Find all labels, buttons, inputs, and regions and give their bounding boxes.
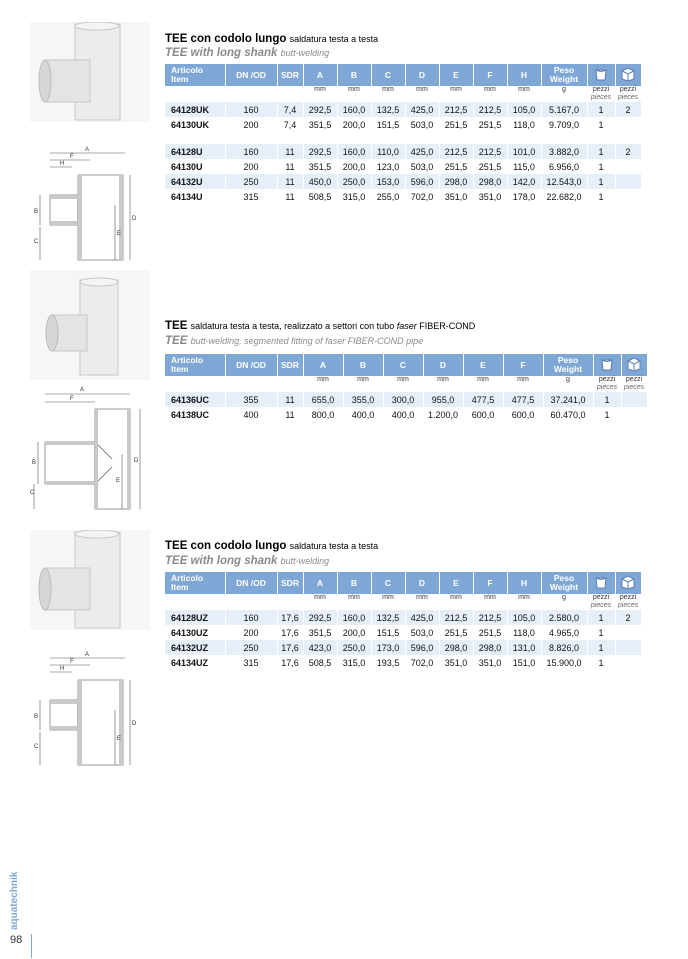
unit-pieces: pezzi pieces: [621, 376, 647, 392]
table-cell: 1: [587, 610, 615, 625]
table-row: [165, 392, 647, 407]
table-cell: 212,5: [439, 102, 473, 117]
tee-technical-drawing: [30, 650, 140, 775]
table-cell: 200,0: [337, 159, 371, 174]
units-row: [165, 86, 641, 102]
table-cell: [615, 117, 641, 132]
table-cell: 255,0: [371, 189, 405, 204]
svg-text:D: D: [132, 216, 137, 222]
table-cell: 2.580,0: [541, 610, 587, 625]
table-cell: 101,0: [507, 144, 541, 159]
unit-cell: mm: [405, 594, 439, 610]
unit-cell: mm: [439, 86, 473, 102]
tee-photo: [30, 22, 150, 122]
table-cell: 160: [225, 610, 277, 625]
svg-text:E: E: [117, 231, 122, 237]
table-cell: [225, 86, 277, 102]
header-c: C: [371, 64, 405, 86]
table-cell: 300,0: [383, 392, 423, 407]
table-cell: 425,0: [405, 610, 439, 625]
table-cell: 9.709,0: [541, 117, 587, 132]
table-cell: 212,5: [473, 610, 507, 625]
table-cell: 508,5: [303, 189, 337, 204]
page-number: 98: [10, 934, 23, 946]
table-cell: 105,0: [507, 102, 541, 117]
table-cell: 1.200,0: [423, 407, 463, 422]
table-cell: 11: [277, 174, 303, 189]
table-cell: 123,0: [371, 159, 405, 174]
table-header: [165, 354, 647, 376]
product-table: [165, 572, 642, 670]
header-item: Articolo Item: [165, 572, 225, 594]
header-dn: DN /OD: [225, 354, 277, 376]
box-icon: [621, 354, 647, 376]
bag-icon: [587, 572, 615, 594]
table-cell: 292,5: [303, 610, 337, 625]
table-cell: 17,6: [277, 655, 303, 670]
table-cell: 132,5: [371, 102, 405, 117]
table-cell: 151,5: [371, 625, 405, 640]
table-row: [165, 102, 641, 117]
table-cell: 400,0: [343, 407, 383, 422]
unit-cell: mm: [463, 376, 503, 392]
header-a: A: [303, 354, 343, 376]
table-cell: 1: [593, 392, 621, 407]
table-cell: 7,4: [277, 117, 303, 132]
table-cell: 3.882,0: [541, 144, 587, 159]
table-cell: 292,5: [303, 102, 337, 117]
table-header: [165, 64, 641, 86]
table-cell: 110,0: [371, 144, 405, 159]
table-cell: 600,0: [463, 407, 503, 422]
header-dn: DN /OD: [225, 572, 277, 594]
table-cell: 1: [587, 174, 615, 189]
box-icon: [615, 572, 641, 594]
table-cell: 298,0: [439, 640, 473, 655]
table-cell: 702,0: [405, 655, 439, 670]
bag-icon: [593, 354, 621, 376]
table-cell: [615, 159, 641, 174]
header-sdr: SDR: [277, 354, 303, 376]
table-cell: 351,0: [473, 189, 507, 204]
table-cell: 315: [225, 189, 277, 204]
svg-text:B: B: [34, 209, 39, 215]
section-title: TEE saldatura testa a testa, realizzato a settori con tubo faser FIBER-COND: [165, 320, 476, 332]
table-cell: [615, 625, 641, 640]
table-cell: [165, 594, 225, 610]
table-row: [165, 640, 641, 655]
item-code-cell: 64132UZ: [165, 640, 225, 655]
item-code-cell: 64128U: [165, 144, 225, 159]
table-cell: 1: [587, 640, 615, 655]
table-cell: 1: [593, 407, 621, 422]
table-cell: 11: [277, 189, 303, 204]
table-cell: 60.470,0: [543, 407, 593, 422]
table-cell: 355: [225, 392, 277, 407]
table-cell: 118,0: [507, 117, 541, 132]
table-cell: 11: [277, 144, 303, 159]
section-title: TEE con codolo lungo saldatura testa a testa: [165, 540, 379, 552]
table-cell: 1: [587, 159, 615, 174]
table-cell: 251,5: [439, 117, 473, 132]
item-code-cell: 64130U: [165, 159, 225, 174]
brand-logo: [8, 852, 20, 932]
product-table: [165, 64, 642, 204]
table-cell: 251,5: [473, 625, 507, 640]
table-cell: 11: [277, 407, 303, 422]
unit-cell: g: [541, 594, 587, 610]
header-a: A: [303, 64, 337, 86]
item-code-cell: 64134UZ: [165, 655, 225, 670]
table-cell: 193,5: [371, 655, 405, 670]
unit-cell: mm: [303, 376, 343, 392]
table-cell: 160,0: [337, 610, 371, 625]
table-cell: [615, 655, 641, 670]
table-cell: 298,0: [473, 640, 507, 655]
unit-cell: mm: [383, 376, 423, 392]
table-cell: 1: [587, 655, 615, 670]
product-table: [165, 354, 648, 422]
table-cell: [277, 376, 303, 392]
table-cell: [277, 86, 303, 102]
unit-pieces: pezzi pieces: [587, 594, 615, 610]
table-cell: 1: [587, 625, 615, 640]
svg-text:E: E: [117, 736, 122, 742]
item-code-cell: 64128UK: [165, 102, 225, 117]
table-cell: 200,0: [337, 625, 371, 640]
table-cell: 503,0: [405, 625, 439, 640]
header-d: D: [405, 64, 439, 86]
table-cell: 2: [615, 102, 641, 117]
dim-label-d: D: [134, 458, 139, 464]
unit-cell: mm: [337, 86, 371, 102]
svg-text:A: A: [85, 652, 90, 658]
table-cell: 160: [225, 144, 277, 159]
brand-text: aquatechnik: [9, 871, 20, 930]
table-cell: 142,0: [507, 174, 541, 189]
table-row: [165, 144, 641, 159]
unit-cell: mm: [473, 86, 507, 102]
table-header: [165, 572, 641, 594]
table-cell: 702,0: [405, 189, 439, 204]
table-cell: [225, 594, 277, 610]
header-b: B: [337, 64, 371, 86]
item-code-cell: 64130UK: [165, 117, 225, 132]
unit-pieces: pezzi pieces: [587, 86, 615, 102]
header-item: Articolo Item: [165, 64, 225, 86]
header-f: F: [473, 572, 507, 594]
table-cell: 1: [587, 117, 615, 132]
table-cell: 596,0: [405, 640, 439, 655]
unit-cell: mm: [473, 594, 507, 610]
svg-text:C: C: [34, 239, 39, 245]
table-cell: 298,0: [439, 174, 473, 189]
bag-icon: [587, 64, 615, 86]
unit-cell: mm: [371, 594, 405, 610]
table-cell: 131,0: [507, 640, 541, 655]
table-cell: 178,0: [507, 189, 541, 204]
units-row: [165, 594, 641, 610]
table-cell: 477,5: [463, 392, 503, 407]
table-cell: 151,5: [371, 117, 405, 132]
table-cell: [277, 594, 303, 610]
table-row: [165, 407, 647, 422]
table-row: [165, 610, 641, 625]
table-cell: 2: [615, 610, 641, 625]
table-cell: 800,0: [303, 407, 343, 422]
table-cell: 17,6: [277, 625, 303, 640]
header-h: H: [507, 64, 541, 86]
table-cell: 425,0: [405, 144, 439, 159]
table-cell: [615, 189, 641, 204]
table-cell: 11: [277, 159, 303, 174]
unit-cell: mm: [337, 594, 371, 610]
header-e: E: [439, 572, 473, 594]
table-cell: 400: [225, 407, 277, 422]
table-cell: 2: [615, 144, 641, 159]
table-cell: 315: [225, 655, 277, 670]
unit-cell: mm: [439, 594, 473, 610]
table-cell: 115,0: [507, 159, 541, 174]
table-cell: 508,5: [303, 655, 337, 670]
header-b: B: [343, 354, 383, 376]
box-icon: [615, 64, 641, 86]
tee-technical-drawing: [30, 145, 140, 270]
table-cell: 250: [225, 640, 277, 655]
unit-cell: g: [543, 376, 593, 392]
header-sdr: SDR: [277, 64, 303, 86]
table-cell: [621, 392, 647, 407]
section-subtitle: TEE butt-welding, segmented fitting of faser FIBER-COND pipe: [165, 335, 424, 347]
table-cell: 118,0: [507, 625, 541, 640]
table-cell: 151,0: [507, 655, 541, 670]
table-cell: 351,0: [439, 655, 473, 670]
table-cell: 200: [225, 117, 277, 132]
svg-text:H: H: [60, 666, 65, 672]
dim-label-a: A: [80, 387, 85, 393]
section-subtitle: TEE with long shank butt-welding: [165, 47, 330, 59]
table-cell: 153,0: [371, 174, 405, 189]
header-a: A: [303, 572, 337, 594]
table-cell: 1: [587, 102, 615, 117]
table-cell: 315,0: [337, 655, 371, 670]
table-row: [165, 625, 641, 640]
unit-cell: mm: [303, 594, 337, 610]
svg-text:H: H: [60, 161, 65, 167]
svg-text:A: A: [85, 147, 90, 153]
table-cell: 8.826,0: [541, 640, 587, 655]
table-cell: 596,0: [405, 174, 439, 189]
dim-label-b: B: [32, 460, 37, 466]
unit-cell: mm: [503, 376, 543, 392]
table-cell: 11: [277, 392, 303, 407]
table-cell: [165, 376, 225, 392]
table-cell: 250: [225, 174, 277, 189]
table-cell: 17,6: [277, 640, 303, 655]
header-weight: Peso Weight: [541, 64, 587, 86]
header-d: D: [423, 354, 463, 376]
svg-text:D: D: [132, 721, 137, 727]
table-row: [165, 655, 641, 670]
header-d: D: [405, 572, 439, 594]
unit-cell: g: [541, 86, 587, 102]
table-cell: 351,0: [439, 189, 473, 204]
table-cell: 37.241,0: [543, 392, 593, 407]
table-cell: 355,0: [343, 392, 383, 407]
unit-pieces: pezzi pieces: [615, 86, 641, 102]
table-cell: 22.682,0: [541, 189, 587, 204]
unit-cell: mm: [371, 86, 405, 102]
section-subtitle: TEE with long shank butt-welding: [165, 555, 330, 567]
table-cell: 160,0: [337, 102, 371, 117]
header-h: H: [507, 572, 541, 594]
dim-label-f: F: [70, 396, 74, 402]
table-cell: 251,5: [439, 625, 473, 640]
item-code-cell: 64138UC: [165, 407, 225, 422]
table-cell: 15.900,0: [541, 655, 587, 670]
unit-cell: mm: [507, 594, 541, 610]
table-cell: 400,0: [383, 407, 423, 422]
table-cell: 1: [587, 189, 615, 204]
table-cell: 105,0: [507, 610, 541, 625]
table-cell: 600,0: [503, 407, 543, 422]
table-cell: 298,0: [473, 174, 507, 189]
table-cell: 655,0: [303, 392, 343, 407]
svg-text:F: F: [70, 154, 74, 160]
tee-technical-drawing: [30, 384, 150, 519]
header-e: E: [439, 64, 473, 86]
unit-cell: mm: [343, 376, 383, 392]
table-cell: 477,5: [503, 392, 543, 407]
item-code-cell: 64132U: [165, 174, 225, 189]
table-cell: 6.956,0: [541, 159, 587, 174]
svg-text:B: B: [34, 714, 39, 720]
unit-cell: mm: [303, 86, 337, 102]
table-cell: [615, 640, 641, 655]
item-code-cell: 64136UC: [165, 392, 225, 407]
table-cell: 12.543,0: [541, 174, 587, 189]
item-code-cell: 64128UZ: [165, 610, 225, 625]
header-c: C: [371, 572, 405, 594]
table-cell: 173,0: [371, 640, 405, 655]
tee-photo: [30, 530, 150, 630]
header-dn: DN /OD: [225, 64, 277, 86]
table-cell: 250,0: [337, 174, 371, 189]
table-cell: 351,5: [303, 625, 337, 640]
table-cell: 450,0: [303, 174, 337, 189]
table-cell: 132,5: [371, 610, 405, 625]
table-cell: 503,0: [405, 117, 439, 132]
unit-pieces: pezzi pieces: [615, 594, 641, 610]
table-cell: 212,5: [473, 144, 507, 159]
table-cell: 1: [587, 144, 615, 159]
table-cell: 200: [225, 625, 277, 640]
units-row: [165, 376, 647, 392]
table-cell: 200: [225, 159, 277, 174]
table-cell: 251,5: [473, 117, 507, 132]
dim-label-c: C: [30, 490, 35, 496]
table-row: [165, 159, 641, 174]
item-code-cell: 64130UZ: [165, 625, 225, 640]
table-row: [165, 174, 641, 189]
header-f: F: [473, 64, 507, 86]
table-cell: [621, 407, 647, 422]
table-cell: 4.965,0: [541, 625, 587, 640]
table-cell: 292,5: [303, 144, 337, 159]
header-e: E: [463, 354, 503, 376]
unit-cell: mm: [405, 86, 439, 102]
table-cell: [225, 376, 277, 392]
table-cell: 251,5: [439, 159, 473, 174]
table-cell: 212,5: [473, 102, 507, 117]
table-cell: 200,0: [337, 117, 371, 132]
unit-cell: mm: [423, 376, 463, 392]
header-b: B: [337, 572, 371, 594]
table-cell: 5.167,0: [541, 102, 587, 117]
table-cell: 251,5: [473, 159, 507, 174]
item-code-cell: 64134U: [165, 189, 225, 204]
tee-photo: [30, 270, 150, 380]
table-cell: 503,0: [405, 159, 439, 174]
header-f: F: [503, 354, 543, 376]
table-cell: 423,0: [303, 640, 337, 655]
table-cell: [165, 86, 225, 102]
table-cell: 7,4: [277, 102, 303, 117]
table-row: [165, 189, 641, 204]
unit-pieces: pezzi pieces: [593, 376, 621, 392]
table-cell: 212,5: [439, 610, 473, 625]
svg-text:C: C: [34, 744, 39, 750]
svg-text:F: F: [70, 659, 74, 665]
table-cell: 351,5: [303, 117, 337, 132]
header-c: C: [383, 354, 423, 376]
table-cell: 315,0: [337, 189, 371, 204]
table-cell: 351,0: [473, 655, 507, 670]
header-weight: Peso Weight: [541, 572, 587, 594]
table-cell: 160: [225, 102, 277, 117]
table-cell: [165, 132, 641, 144]
table-cell: 160,0: [337, 144, 371, 159]
table-cell: 250,0: [337, 640, 371, 655]
table-row: [165, 117, 641, 132]
section-title: TEE con codolo lungo saldatura testa a testa: [165, 33, 379, 45]
table-cell: 425,0: [405, 102, 439, 117]
table-cell: 212,5: [439, 144, 473, 159]
header-item: Articolo Item: [165, 354, 225, 376]
table-cell: 955,0: [423, 392, 463, 407]
table-cell: 351,5: [303, 159, 337, 174]
header-weight: Peso Weight: [543, 354, 593, 376]
header-sdr: SDR: [277, 572, 303, 594]
unit-cell: mm: [507, 86, 541, 102]
table-cell: 17,6: [277, 610, 303, 625]
dim-label-e: E: [116, 478, 121, 484]
table-cell: [615, 174, 641, 189]
page-divider: [31, 934, 32, 958]
